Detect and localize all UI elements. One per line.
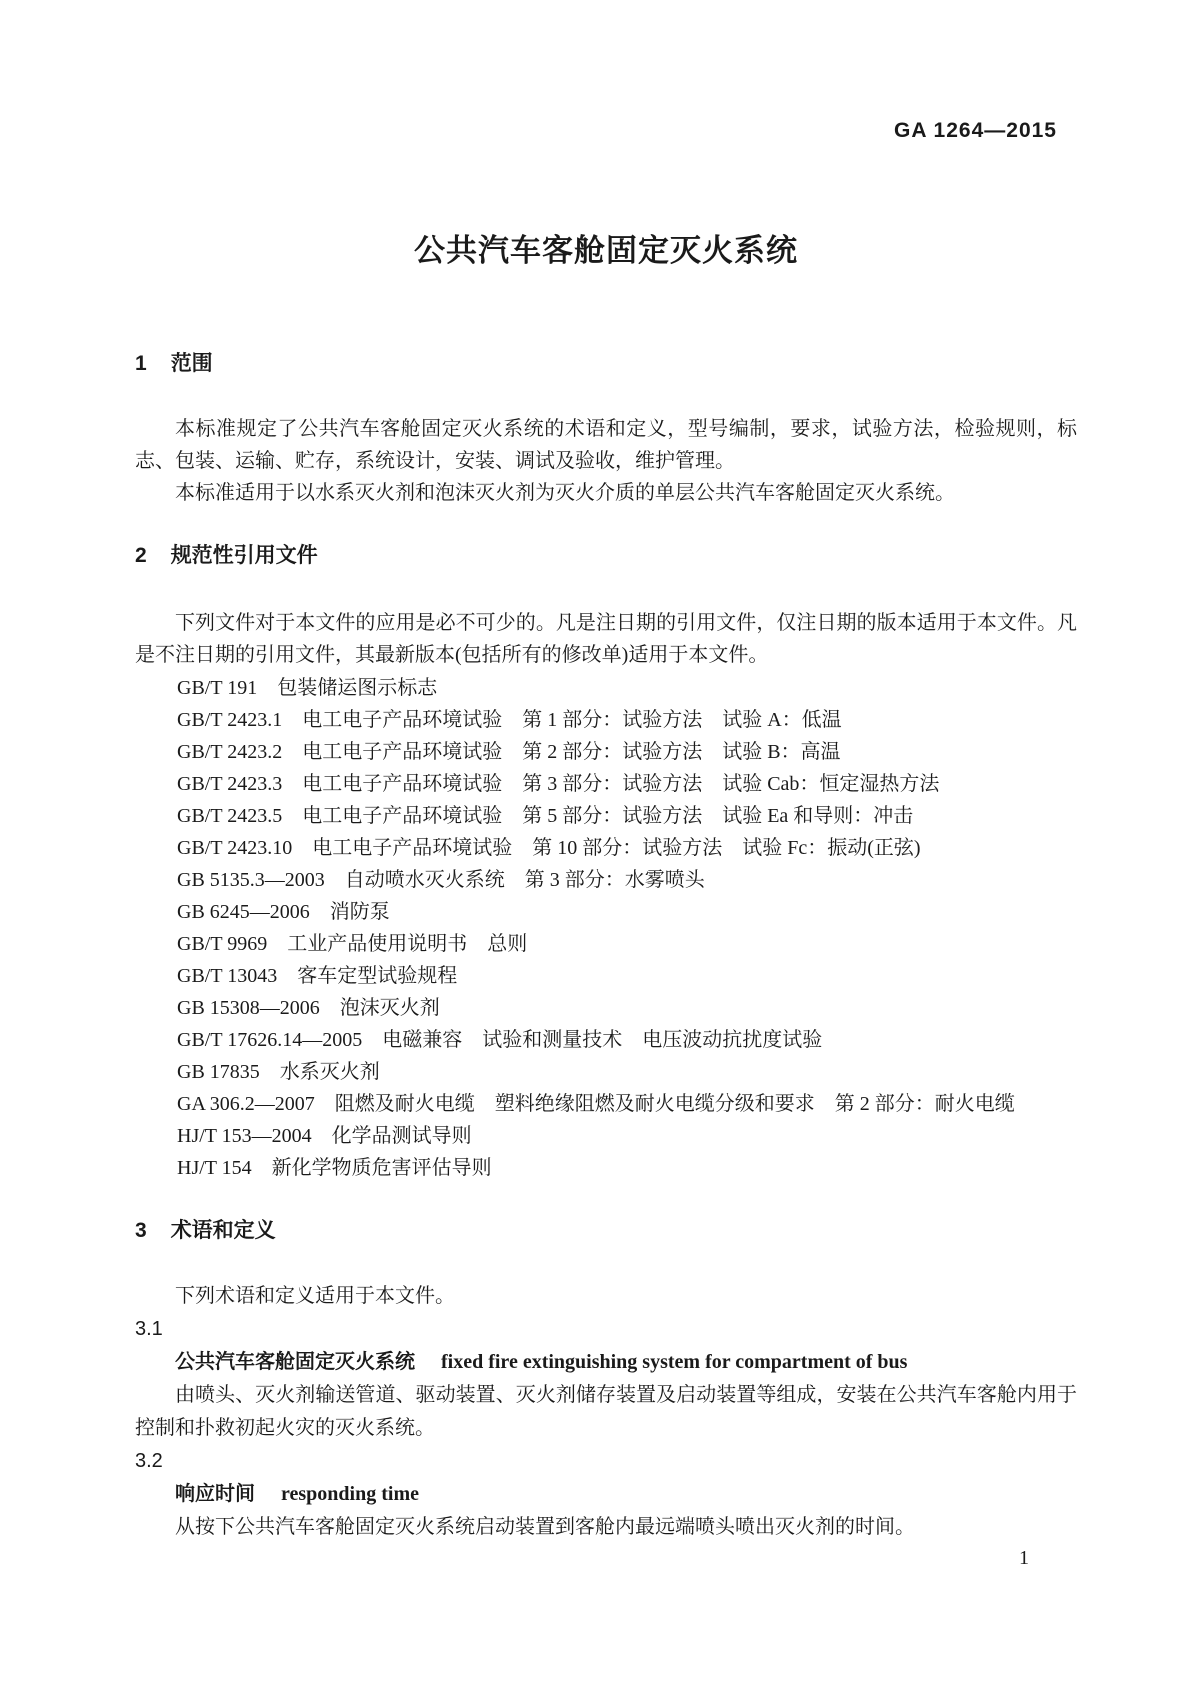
term-definition: 由喷头、灭火剂输送管道、驱动装置、灭火剂储存装置及启动装置等组成，安装在公共汽车客舱内用于控制和扑救初起火灾的灭火系统。: [135, 1384, 1077, 1439]
page-number: 1: [1019, 1547, 1029, 1569]
reference-item: GB 15308—2006 泡沫灭火剂: [177, 997, 440, 1019]
paragraph: 本标准规定了公共汽车客舱固定灭火系统的术语和定义，型号编制，要求，试验方法，检验规则，标志、包装、运输、贮存，系统设计，安装、调试及验收，维护管理。: [135, 418, 1077, 472]
terms-intro: 下列术语和定义适用于本文件。: [175, 1285, 455, 1307]
references-intro: [135, 607, 1077, 671]
reference-item: GA 306.2—2007 阻燃及耐火电缆 塑料绝缘阻燃及耐火电缆分级和要求 第 2 部分：耐火电缆: [177, 1093, 1015, 1115]
section-number: 3: [135, 1219, 147, 1242]
section-heading-terms-definitions: [135, 1215, 1077, 1247]
reference-item: GB 5135.3—2003 自动喷水灭火系统 第 3 部分：水雾喷头: [177, 869, 705, 891]
reference-item: GB/T 2423.3 电工电子产品环境试验 第 3 部分：试验方法 试验 Cab：恒定湿热方法: [177, 773, 940, 795]
term-name-en: fixed fire extinguishing system for compartment of bus: [441, 1351, 908, 1373]
section-title: 范围: [170, 352, 213, 375]
section-title: 规范性引用文件: [170, 544, 318, 567]
scope-paragraphs: [135, 413, 1077, 509]
paragraph: 本标准适用于以水系灭火剂和泡沫灭火剂为灭火介质的单层公共汽车客舱固定灭火系统。: [175, 482, 955, 504]
term-line: [135, 1478, 1077, 1511]
reference-item: GB/T 2423.10 电工电子产品环境试验 第 10 部分：试验方法 试验 Fc：振动(正弦): [177, 837, 921, 859]
reference-item: GB/T 2423.2 电工电子产品环境试验 第 2 部分：试验方法 试验 B：高温: [177, 741, 841, 763]
reference-item: GB/T 9969 工业产品使用说明书 总则: [177, 933, 528, 955]
term-name-zh: 公共汽车客舱固定灭火系统: [175, 1351, 415, 1373]
paragraph: 下列文件对于本文件的应用是必不可少的。凡是注日期的引用文件，仅注日期的版本适用于本文件。凡是不注日期的引用文件，其最新版本(包括所有的修改单)适用于本文件。: [135, 612, 1077, 666]
terms-block: [135, 1280, 1077, 1544]
section-title: 术语和定义: [170, 1219, 276, 1242]
term-number: 3.1: [135, 1318, 163, 1340]
reference-item: HJ/T 154 新化学物质危害评估导则: [177, 1157, 492, 1179]
reference-item: GB 17835 水系灭火剂: [177, 1061, 380, 1083]
term-number: 3.2: [135, 1450, 163, 1472]
section-number: 1: [135, 352, 147, 375]
reference-item: GB/T 191 包装储运图示标志: [177, 677, 438, 699]
section-heading-normative-references: [135, 540, 1077, 572]
reference-item: GB/T 2423.5 电工电子产品环境试验 第 5 部分：试验方法 试验 Ea 和导则：冲击: [177, 805, 914, 827]
document-title: 公共汽车客舱固定灭火系统: [414, 233, 798, 268]
reference-item: HJ/T 153—2004 化学品测试导则: [177, 1125, 472, 1147]
reference-item: GB/T 17626.14—2005 电磁兼容 试验和测量技术 电压波动抗扰度试验: [177, 1029, 823, 1051]
section-heading-scope: [135, 348, 1077, 380]
reference-item: GB/T 13043 客车定型试验规程: [177, 965, 458, 987]
term-line: [135, 1346, 1077, 1379]
term-name-en: responding time: [281, 1483, 419, 1505]
section-number: 2: [135, 544, 147, 567]
reference-list: [135, 672, 1077, 1184]
term-definition: 从按下公共汽车客舱固定灭火系统启动装置到客舱内最远端喷头喷出灭火剂的时间。: [175, 1516, 915, 1538]
standard-code: GA 1264—2015: [894, 119, 1057, 142]
term-name-zh: 响应时间: [175, 1483, 255, 1505]
reference-item: GB 6245—2006 消防泵: [177, 901, 390, 923]
reference-item: GB/T 2423.1 电工电子产品环境试验 第 1 部分：试验方法 试验 A：低温: [177, 709, 842, 731]
